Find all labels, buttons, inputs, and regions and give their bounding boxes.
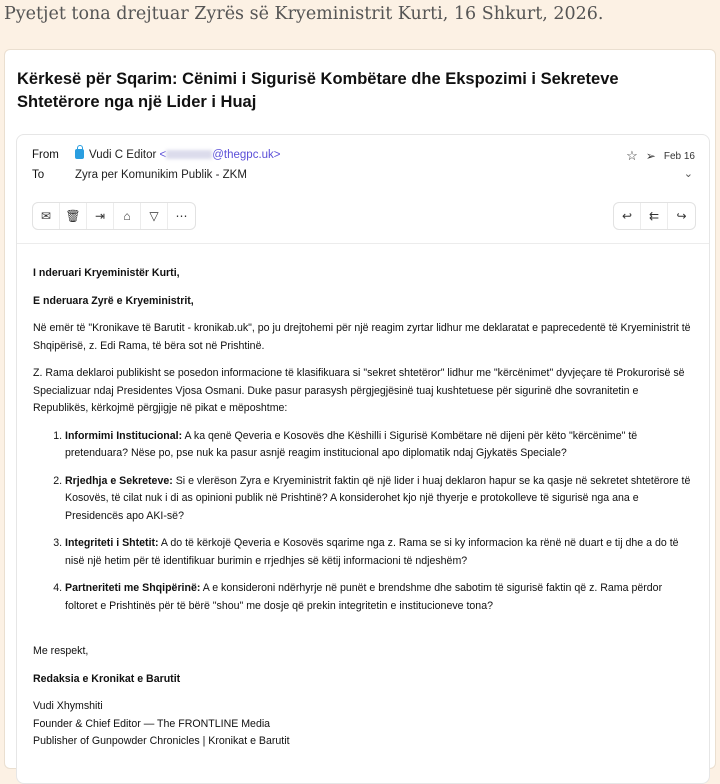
list-item: 3. Integriteti i Shtetit: A do të kërkojë Qeveria e Kosovës sqarime nga z. Rama se si ky informacion ka rënë në duart e tij dhe a do të nisë një hetim për të identifikuar burimin e rrjedhjes së këtij informacioni të ndjeshëm? <box>65 535 695 570</box>
forward-icon[interactable]: ↪ <box>676 209 687 223</box>
sent-icon: ➢ <box>645 149 656 163</box>
greeting: E nderuara Zyrë e Kryeministrit, <box>33 294 194 307</box>
signature-publisher: Publisher of Gunpowder Chronicles | Kronikat e Barutit <box>33 735 290 747</box>
list-item: 4. Partneriteti me Shqipërinë: A e konsideroni ndërhyrje në punët e brendshme dhe sabotim të sigurisë faktin që z. Rama përdor foltoret e Prishtinës për të bërë "shou" me dosje që prekin integritetin e institucioneve tona? <box>65 580 695 615</box>
lock-icon <box>75 149 84 159</box>
message-panel <box>16 134 710 784</box>
email-body <box>33 265 695 751</box>
tag-icon[interactable]: ⌂ <box>114 203 141 229</box>
paragraph: Në emër të "Kronikave të Barutit - kronikab.uk", po ju drejtohemi për një reagim zyrtar lidhur me deklaratat e paprecedentë të Kryeministrit të Shqipërisë, z. Edi Rama, të bëra sot në Prishtinë. <box>33 322 691 352</box>
move-icon[interactable]: ⇥ <box>87 203 114 229</box>
post-caption: Pyetjet tona drejtuar Zyrës së Kryeministrit Kurti, 16 Shkurt, 2026. <box>4 4 604 24</box>
sender-name: Vudi C Editor <box>89 149 157 161</box>
recipient[interactable]: Zyra per Komunikim Publik - ZKM <box>75 169 247 181</box>
paragraph: Z. Rama deklaroi publikisht se posedon informacione të klasifikuara si "sekret shtetëror" lidhur me "kërcënimet" dyvjeçare të Prokurorisë së Specializuar ndaj Presidentes Vjosa Osmani. Duke pasur parasysh përgjegjësinë tuaj kushtetuese për sigurinë dhe sovranitetin e Republikës, kërkojmë përgjigje në pikat e mëposhtme: <box>33 367 685 414</box>
to-label: To <box>32 169 45 181</box>
reply-toolbar <box>613 202 696 230</box>
date: Feb 16 <box>663 150 695 162</box>
email-subject: Kërkesë për Sqarim: Cënimi i Sigurisë Kombëtare dhe Ekspozimi i Sekreteve Shtetërore nga një Lider i Huaj <box>17 70 619 111</box>
divider <box>17 243 709 244</box>
list-item: 1. Informimi Institucional: A ka qenë Qeveria e Kosovës dhe Këshilli i Sigurisë Kombëtare në dijeni për këto "kërcënime" të pretenduara? Nëse po, pse nuk ka pasur asnjë reagim institucional apo diplomatik ndaj Gjykatës Speciale? <box>65 428 695 463</box>
star-icon[interactable]: ☆ <box>626 148 638 163</box>
action-toolbar <box>32 202 196 230</box>
sender-email: < @thegpc.uk> <box>159 149 281 161</box>
signature-title: Founder & Chief Editor — The FRONTLINE Media <box>33 717 271 730</box>
list-item: 2. Rrjedhja e Sekreteve: Si e vlerëson Zyra e Kryeministrit faktin që një lider i huaj deklaron hapur se ka qasje në sekretet shtetërore të Kosovës, të cilat nuk i di as opinioni publik në Prishtinë? A konsiderohet kjo një thyerje e protokolleve të sigurisë nga ana e Presidencës apo AKI-së? <box>65 473 695 526</box>
greeting: I nderuari Kryeministër Kurti, <box>33 267 180 279</box>
more-icon[interactable]: ⋯ <box>175 209 188 223</box>
redacted-blur <box>166 150 212 159</box>
sender[interactable] <box>75 149 281 161</box>
email-card <box>4 49 716 769</box>
chevron-down-icon[interactable]: ⌄ <box>683 168 693 180</box>
questions-list <box>65 428 695 616</box>
message-meta <box>626 148 695 164</box>
closing: Me respekt, <box>33 645 89 657</box>
organization: Redaksia e Kronikat e Barutit <box>33 672 181 685</box>
from-label: From <box>32 149 59 161</box>
trash-icon[interactable]: 🗑 <box>60 203 87 229</box>
mark-unread-icon[interactable]: ✉ <box>33 203 60 229</box>
filter-icon[interactable]: ▽ <box>141 203 168 229</box>
signature-name: Vudi Xhymshiti <box>33 700 103 712</box>
reply-icon[interactable]: ↩ <box>614 203 641 229</box>
reply-all-icon[interactable]: ⇇ <box>641 203 668 229</box>
